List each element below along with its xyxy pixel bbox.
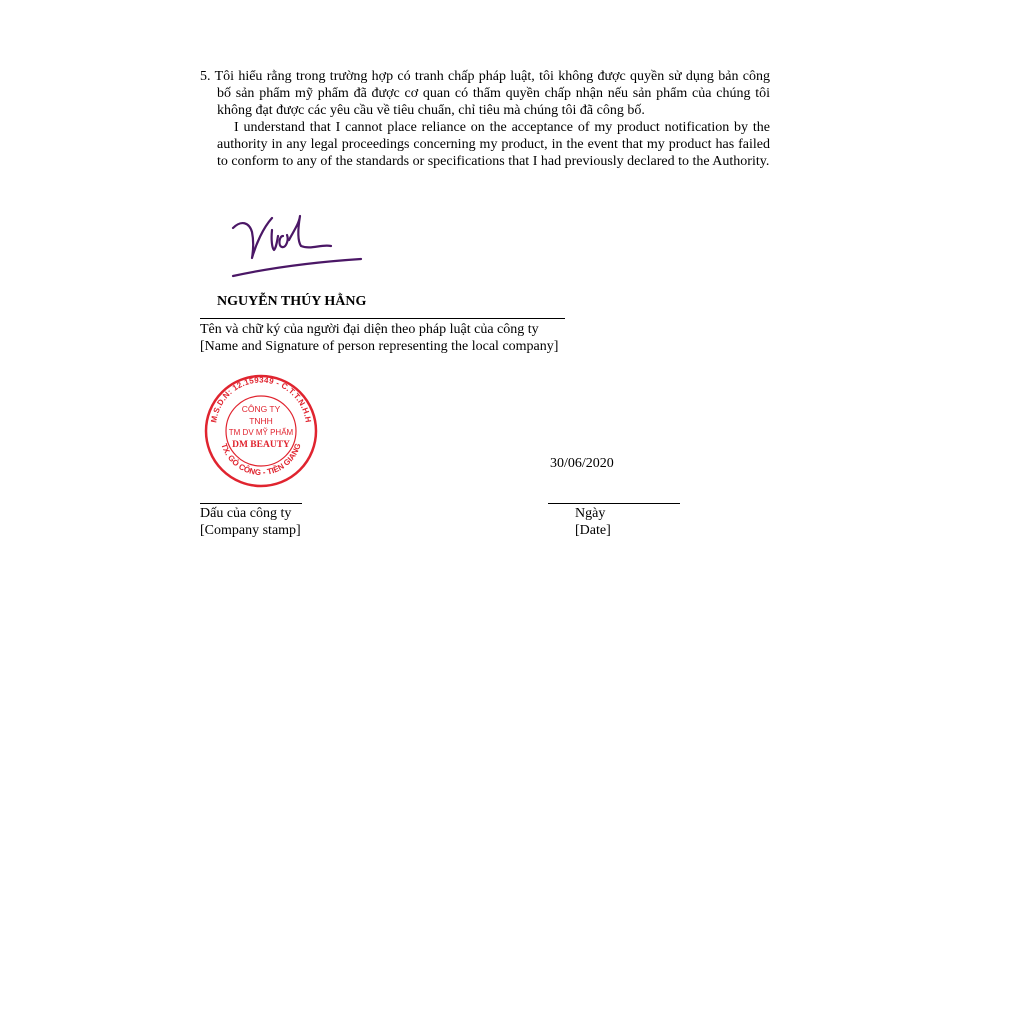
stamp-line-2: TNHH [249,416,273,426]
date-caption-en: [Date] [575,523,611,538]
signature-line [200,318,565,319]
commitment-paragraph [200,68,770,170]
stamp-line-4: DM BEAUTY [232,440,290,450]
stamp-caption-en: [Company stamp] [200,523,301,538]
company-stamp [203,373,319,489]
stamp-line-3: TM DV MỸ PHẨM [228,428,294,437]
commitment-text-vi: 5. Tôi hiểu rằng trong trường hợp có tranh chấp pháp luật, tôi không được quyền sử dụng bản công bố sản phẩm mỹ phẩm đã được cơ quan có thẩm quyền chấp nhận nếu sản phẩm của chúng tôi không đạt được các yêu cầu về tiêu chuẩn, chỉ tiêu mà chúng tôi đã công bố. [200,69,770,118]
commitment-text-en: I understand that I cannot place reliance on the acceptance of my product notification by the authority in any legal proceedings concerning my product, in the event that my product has failed to conform to any of the standards or specifications that I had previously declared to the Authority. [217,120,770,169]
date-caption-vi: Ngày [575,506,606,521]
signatory-name: NGUYỄN THÚY HẰNG [217,294,367,309]
date-value: 30/06/2020 [550,456,614,471]
stamp-line [200,503,302,504]
signatory-caption-en: [Name and Signature of person representing the local company] [200,339,559,354]
handwritten-signature [225,210,370,285]
signatory-caption-vi: Tên và chữ ký của người đại diện theo pháp luật của công ty [200,322,539,337]
stamp-caption-vi: Dấu của công ty [200,506,292,521]
stamp-outer-bottom-text: TX. GÒ CÔNG - TIỀN GIANG [219,442,303,478]
date-line [548,503,680,504]
stamp-outer-top-text: M.S.D.N: 12.159349 - C.T.T.N.H.H [209,375,313,424]
stamp-line-1: CÔNG TY [241,404,281,414]
